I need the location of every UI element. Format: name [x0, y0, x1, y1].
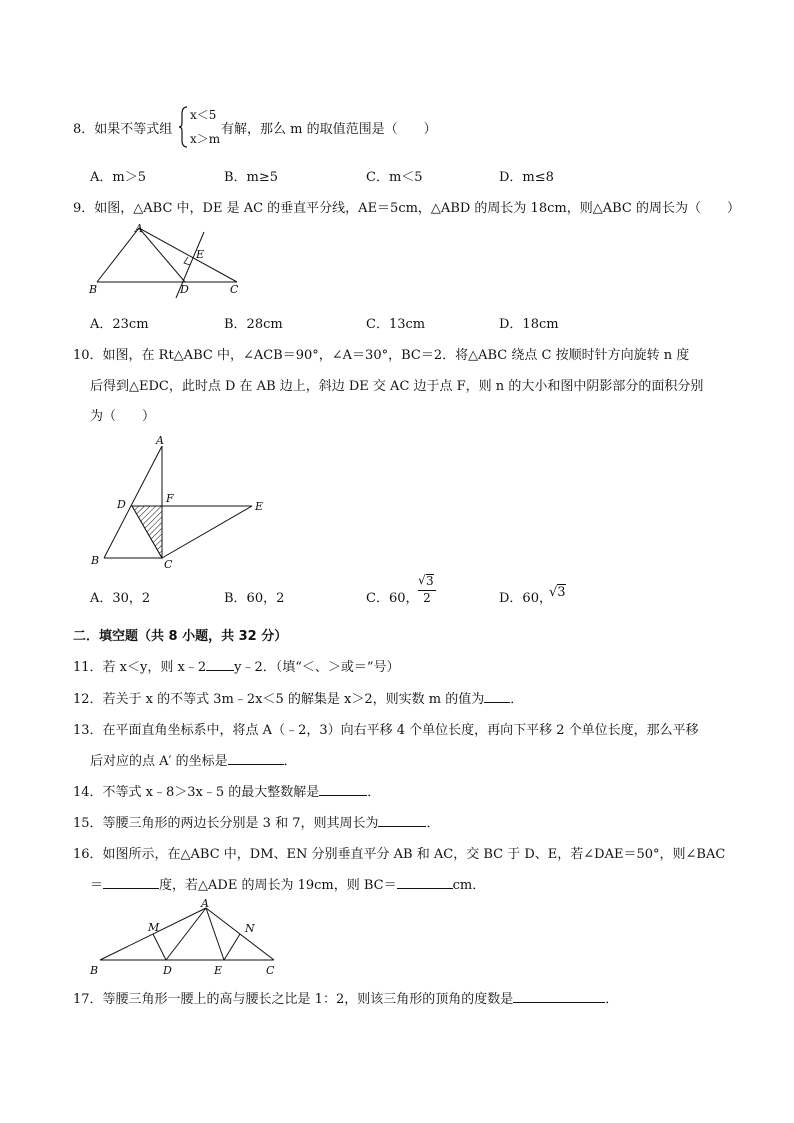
- q16-label-n: N: [245, 922, 255, 935]
- q9-text: 9．如图，△ABC 中，DE 是 AC 的垂直平分线，AE＝5cm，△ABD 的周长为 18cm，则△ABC 的周长为（ ）: [73, 201, 740, 216]
- section-2-heading: 二．填空题（共 8 小题，共 32 分）: [73, 629, 288, 644]
- q9-label-b: B: [89, 283, 98, 296]
- q14-answer-blank[interactable]: [319, 783, 367, 796]
- q8-inequality-2: x＞m: [190, 132, 221, 146]
- q10-label-f: F: [166, 492, 174, 505]
- q16-line-2: ＝ 度，若△ADE 的周长为 19cm，则 BC＝ cm．: [90, 878, 486, 893]
- q9-option-a[interactable]: A．23cm: [90, 317, 149, 332]
- q10-label-c: C: [164, 558, 173, 571]
- q9-option-b[interactable]: B．28cm: [224, 317, 283, 332]
- q10-option-a[interactable]: A．30，2: [90, 591, 151, 606]
- brace-icon: [178, 106, 188, 148]
- q10-option-c[interactable]: C．60，: [366, 591, 419, 606]
- q13-line-2: 后对应的点 A′ 的坐标是 ．: [90, 754, 297, 769]
- q16-answer-blank-1[interactable]: [103, 876, 159, 889]
- q10-line-3: 为（ ）: [90, 409, 156, 424]
- q10-line-1: 10．如图，在 Rt△ABC 中，∠ACB＝90°，∠A＝30°，BC＝2．将△ABC 绕点 C 按顺时针方向旋转 n 度: [73, 348, 690, 363]
- q8-inequality-1: x＜5: [190, 108, 217, 122]
- q10-option-c-fraction: √ 3 2: [418, 573, 436, 605]
- q16-figure: [86, 898, 286, 978]
- q13-answer-blank[interactable]: [228, 752, 284, 765]
- q8-option-a[interactable]: A．m＞5: [90, 170, 146, 185]
- q9-label-a: A: [135, 222, 143, 235]
- q10-option-d[interactable]: D．60，: [499, 591, 552, 606]
- q8-option-b[interactable]: B．m≥5: [224, 170, 279, 185]
- q10-option-d-sqrt: √3: [549, 585, 566, 600]
- q12-answer-blank[interactable]: [484, 690, 510, 703]
- q9-label-d: D: [180, 283, 189, 296]
- q8-option-d[interactable]: D．m≤8: [499, 170, 554, 185]
- q8-option-c[interactable]: C．m＜5: [366, 170, 423, 185]
- q15: 15．等腰三角形的两边长分别是 3 和 7，则其周长为 ．: [73, 816, 440, 831]
- q11-answer-blank[interactable]: [206, 658, 234, 671]
- q16-label-e: E: [214, 964, 223, 977]
- q9-option-c[interactable]: C．13cm: [366, 317, 426, 332]
- q16-label-b: B: [90, 964, 99, 977]
- q14: 14．不等式 x﹣8＞3x﹣5 的最大整数解是 ．: [73, 785, 381, 800]
- q12: 12．若关于 x 的不等式 3m﹣2x＜5 的解集是 x＞2，则实数 m 的值为 ．: [73, 692, 524, 707]
- q9-label-e: E: [196, 248, 205, 261]
- q9-label-c: C: [230, 283, 239, 296]
- q11: 11．若 x＜y，则 x﹣2 y﹣2．（填“＜、＞或＝”号）: [73, 660, 400, 675]
- q17-answer-blank[interactable]: [513, 990, 605, 1003]
- q10-option-b[interactable]: B．60，2: [224, 591, 285, 606]
- q15-answer-blank[interactable]: [378, 814, 426, 827]
- q16-label-a: A: [201, 898, 209, 910]
- q13-line-1: 13．在平面直角坐标系中，将点 A（﹣2，3）向右平移 4 个单位长度，再向下平移 2 个单位长度，那么平移: [73, 723, 699, 738]
- q16-label-c: C: [266, 964, 275, 977]
- q10-label-a: A: [156, 434, 164, 447]
- q16-label-m: M: [148, 921, 160, 934]
- q10-label-d: D: [117, 498, 126, 511]
- q8-suffix: 有解，那么 m 的取值范围是（ ）: [221, 122, 437, 137]
- q17: 17．等腰三角形一腰上的高与腰长之比是 1：2，则该三角形的顶角的度数是 ．: [73, 992, 619, 1007]
- q8-prefix: 8．如果不等式组: [73, 122, 173, 137]
- q16-line-1: 16．如图所示，在△ABC 中，DM、EN 分别垂直平分 AB 和 AC，交 BC 于 D、E，若∠DAE＝50°，则∠BAC: [73, 847, 726, 862]
- q9-option-d[interactable]: D．18cm: [499, 317, 559, 332]
- q10-label-e: E: [255, 500, 264, 513]
- q16-answer-blank-2[interactable]: [397, 876, 453, 889]
- q10-line-2: 后得到△EDC，此时点 D 在 AB 边上，斜边 DE 交 AC 边于点 F，则 n 的大小和图中阴影部分的面积分别: [90, 379, 704, 394]
- q10-label-b: B: [91, 554, 100, 567]
- q10-figure: [88, 432, 270, 572]
- q9-figure: [84, 222, 244, 300]
- q16-label-d: D: [163, 964, 172, 977]
